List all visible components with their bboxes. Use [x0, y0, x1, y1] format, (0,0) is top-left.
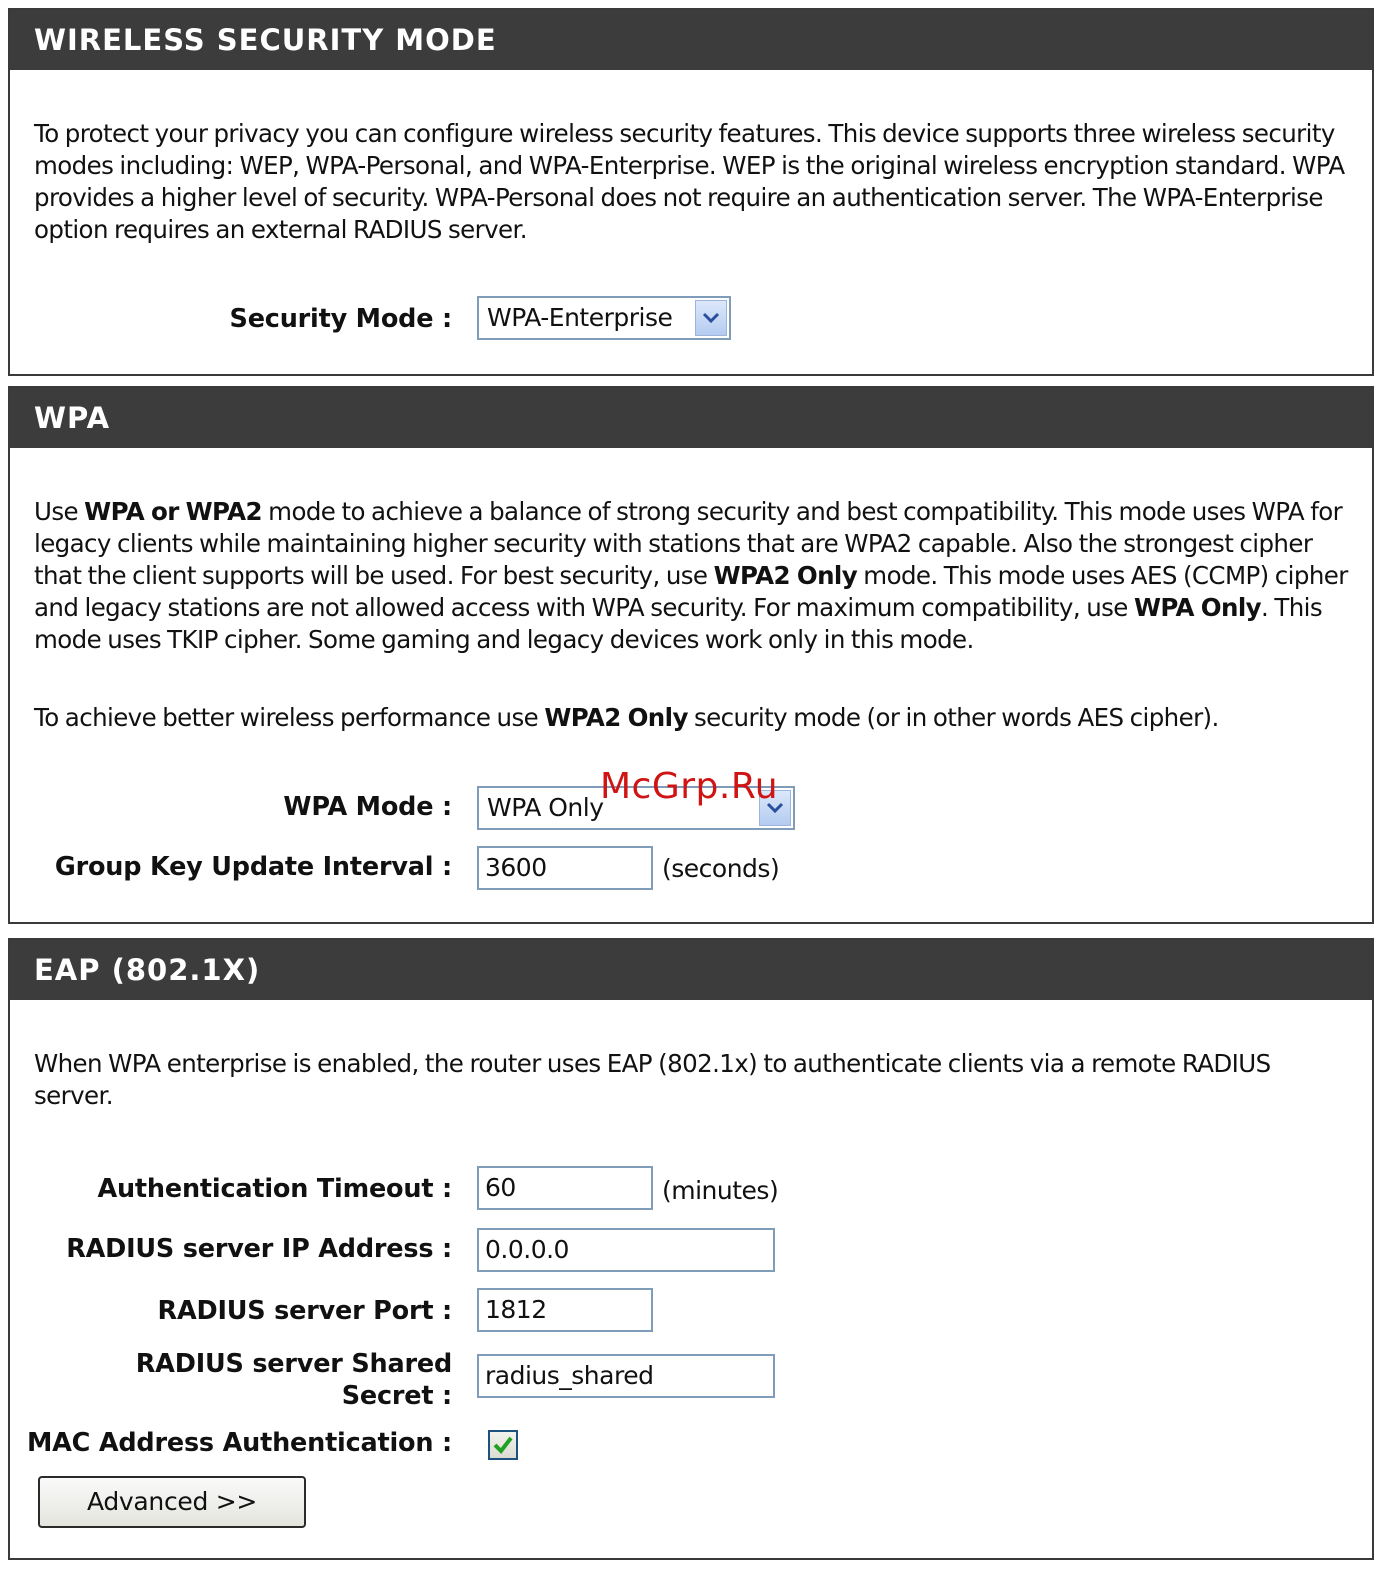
- mac-auth-label: MAC Address Authentication :: [26, 1428, 452, 1458]
- wireless-security-description: To protect your privacy you can configure wireless security features. This device supports three wireless security modes including: WEP, WPA-Personal, and WPA-Enterprise. WEP is the original wireless encryption standard. WPA provides a higher level of security. WPA-Personal does not require an authentication server. The WPA-Enterprise option requires an external RADIUS server.: [34, 119, 1345, 244]
- security-mode-value: WPA-Enterprise: [487, 303, 673, 332]
- advanced-button[interactable]: Advanced >>: [38, 1476, 306, 1528]
- auth-timeout-unit: (minutes): [662, 1176, 779, 1205]
- radius-ip-input[interactable]: 0.0.0.0: [477, 1228, 775, 1272]
- security-mode-label: Security Mode :: [229, 304, 452, 334]
- wpa-description: Use WPA or WPA2 mode to achieve a balance of strong security and best compatibility. This mode uses WPA for legacy clients while maintaining higher security with stations that are WPA2 capable. Also the strongest cipher that the client supports will be used. For best security, use WPA2 Only mode. This mode uses AES (CCMP) cipher and legacy stations are not allowed access with WPA security. For maximum compatibility, use WPA Only. This mode uses TKIP cipher. Some gaming and legacy devices work only in this mode.: [34, 497, 1348, 654]
- radius-port-label: RADIUS server Port :: [157, 1296, 452, 1326]
- radius-port-input[interactable]: 1812: [477, 1288, 653, 1332]
- auth-timeout-input[interactable]: 60: [477, 1166, 653, 1210]
- radius-secret-label: RADIUS server Shared Secret :: [135, 1349, 452, 1411]
- wireless-security-mode-panel: [8, 8, 1374, 376]
- radius-ip-label: RADIUS server IP Address :: [66, 1234, 452, 1264]
- group-key-interval-label: Group Key Update Interval :: [54, 852, 452, 882]
- wpa-header: WPA: [10, 388, 1372, 448]
- radius-secret-input[interactable]: radius_shared: [477, 1354, 775, 1398]
- wpa-mode-label: WPA Mode :: [283, 792, 452, 822]
- eap-panel: [8, 938, 1374, 1560]
- wpa-panel: [8, 386, 1374, 924]
- chevron-down-icon[interactable]: [695, 300, 727, 336]
- group-key-interval-input[interactable]: 3600: [477, 846, 653, 890]
- watermark-text: McGrp.Ru: [600, 766, 779, 807]
- auth-timeout-label: Authentication Timeout :: [97, 1174, 452, 1204]
- wpa-mode-value: WPA Only: [487, 793, 604, 822]
- wireless-security-mode-header: WIRELESS SECURITY MODE: [10, 10, 1372, 70]
- checkmark-icon: [492, 1435, 514, 1455]
- wpa-performance-note: To achieve better wireless performance use WPA2 Only security mode (or in other words AES cipher).: [34, 703, 1219, 732]
- eap-description: When WPA enterprise is enabled, the router uses EAP (802.1x) to authenticate clients via a remote RADIUS server.: [34, 1049, 1271, 1110]
- security-mode-select[interactable]: [477, 296, 731, 340]
- group-key-interval-unit: (seconds): [662, 854, 780, 883]
- mac-auth-checkbox[interactable]: [488, 1430, 518, 1460]
- eap-header: EAP (802.1X): [10, 940, 1372, 1000]
